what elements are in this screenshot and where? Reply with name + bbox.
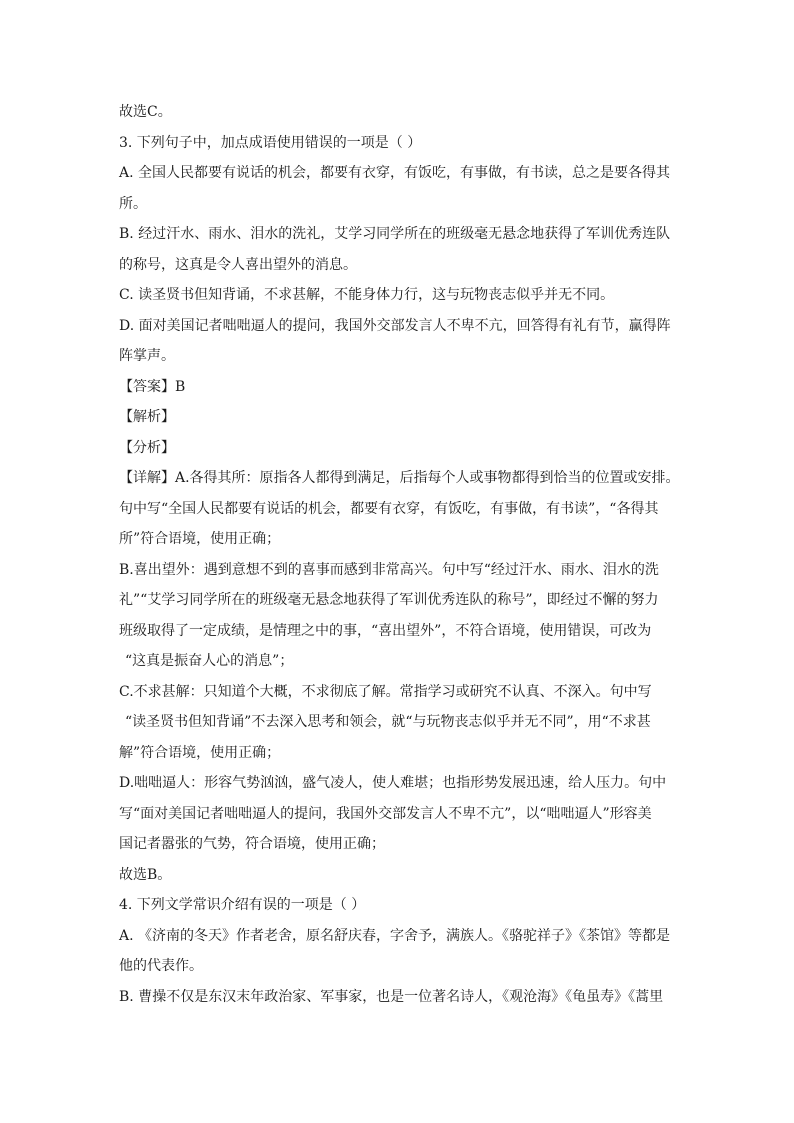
detail-line: 写“面对美国记者咄咄逼人的提问，我国外交部发言人不卑不亢”，以“咄咄逼人”形容美 [119,805,652,822]
detail-line: 【详解】A.各得其所：原指各人都得到满足，后指每个人或事物都得到恰当的位置或安排。 [119,470,680,486]
option-a-line-2: 所。 [119,195,147,212]
option-b-line-2: 的称号，这真是令人喜出望外的消息。 [119,256,357,273]
answer-label: 【答案】B [119,378,186,395]
detail-line: B.喜出望外：遇到意想不到的喜事而感到非常高兴。句中写“经过汗水、雨水、泪水的洗 [119,561,659,578]
q4-option-a-line-2: 他的代表作。 [119,958,203,974]
breakdown-label: 【分析】 [119,439,175,456]
detail-line: C.不求甚解：只知道个大概，不求彻底了解。常指学习或研究不认真、不深入。句中写 [119,683,652,700]
detail-line: 句中写“全国人民都要有说话的机会，都要有衣穿，有饭吃，有事做，有书读”，“各得其 [119,500,659,517]
detail-line: 解”符合语境，使用正确； [119,744,281,761]
analysis-label: 【解析】 [119,409,175,425]
q4-option-b-line-1: B. 曹操不仅是东汉末年政治家、军事家，也是一位著名诗人，《观沧海》《龟虽寿》《蒿里 [119,988,664,1005]
option-d-line-1: D. 面对美国记者咄咄逼人的提问，我国外交部发言人不卑不亢，回答得有礼有节，赢得阵 [119,317,671,334]
detail-line: “这真是振奋人心的消息”； [125,653,294,669]
text-line: 故选C。 [119,104,172,120]
detail-line: 国记者嚣张的气势，符合语境，使用正确； [119,836,385,852]
detail-line: 班级取得了一定成绩，是情理之中的事，“喜出望外”，不符合语境，使用错误，可改为 [119,622,652,639]
option-a-line-1: A. 全国人民都要有说话的机会，都要有衣穿，有饭吃，有事做，有书读，总之是要各得其 [119,165,671,181]
question-3-stem: 3. 下列句子中，加点成语使用错误的一项是（ ） [119,134,422,151]
detail-line: “读圣贤书但知背诵”不去深入思考和领会，就“与玩物丧志似乎并无不同”，用“不求甚 [125,714,651,730]
option-c-line-1: C. 读圣贤书但知背诵，不求甚解，不能身体力行，这与玩物丧志似乎并无不同。 [119,287,615,303]
option-d-line-2: 阵掌声。 [119,348,175,364]
detail-line: D.咄咄逼人：形容气势汹汹，盛气凌人，使人难堪；也指形势发展迅速，给人压力。句中 [119,775,667,791]
q4-option-a-line-1: A. 《济南的冬天》作者老舍，原名舒庆春，字舍予，满族人。《骆驼祥子》《茶馆》等都是 [119,927,671,944]
document-body [119,97,679,1012]
detail-line: 所”符合语境，使用正确； [119,531,281,547]
question-4-stem: 4. 下列文学常识介绍有误的一项是（ ） [119,897,366,913]
text-line: 故选B。 [119,866,172,883]
option-b-line-1: B. 经过汗水、雨水、泪水的洗礼，艾学习同学所在的班级毫无悬念地获得了军训优秀连队 [119,226,671,242]
detail-line: 礼”“艾学习同学所在的班级毫无悬念地获得了军训优秀连队的称号”，即经过不懈的努力 [119,592,659,608]
